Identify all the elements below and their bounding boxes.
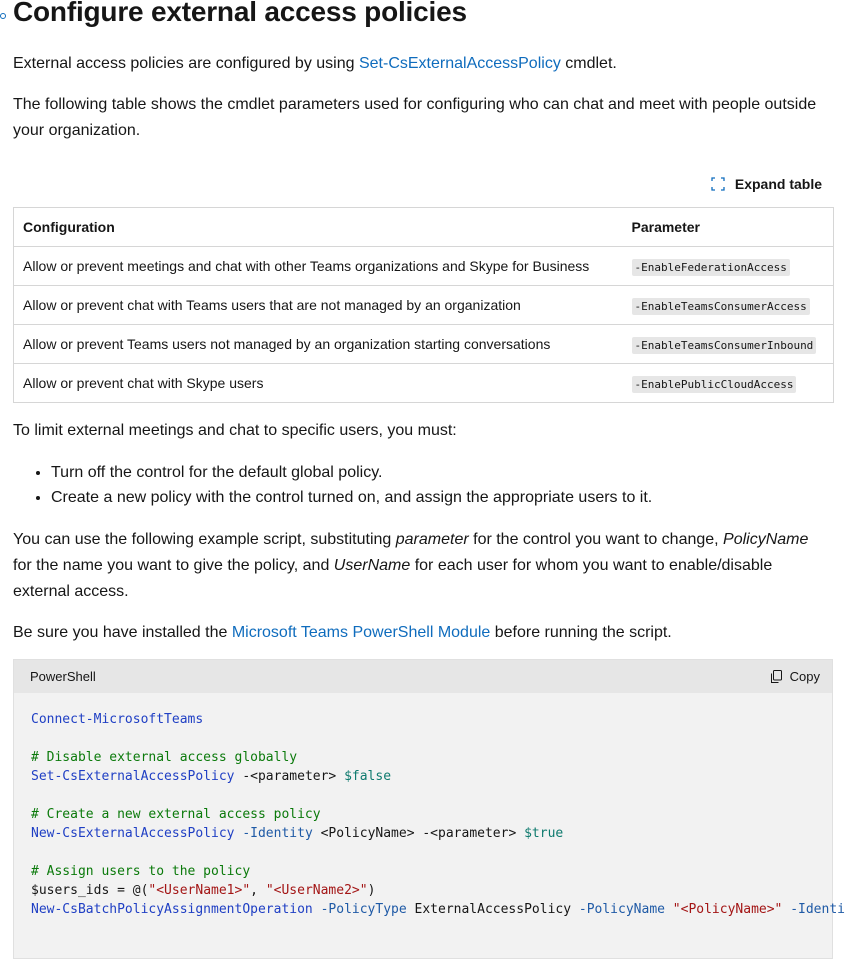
code-token: $true [524,826,564,841]
intro-text-end: cmdlet. [560,55,617,72]
config-cell: Allow or prevent chat with Teams users that are not managed by an organization [14,286,623,325]
expand-icon [711,177,725,191]
table-row [14,325,834,364]
code-token: ExternalAccessPolicy [406,902,579,917]
code-token: "<UserName2>" [265,883,368,898]
copy-label: Copy [789,669,820,684]
code-token: Connect-MicrosoftTeams [31,712,204,727]
code-line [31,862,832,881]
table-row [14,286,834,325]
config-cell: Allow or prevent Teams users not managed by an organization starting conversations [14,325,623,364]
table-header-row [14,208,834,247]
code-language-label: PowerShell [30,669,96,684]
username-term: UserName [333,557,411,574]
code-comment: # Disable external access globally [31,750,298,765]
code-block [13,659,845,959]
code-line [31,824,832,843]
teams-powershell-module-link[interactable]: Microsoft Teams PowerShell Module [231,624,491,641]
column-header-configuration: Configuration [14,208,623,247]
config-cell: Allow or prevent meetings and chat with other Teams organizations and Skype for Business [14,247,623,286]
code-token: Set-CsExternalAccessPolicy [31,769,235,784]
intro-paragraph [13,51,828,77]
code-token: "<PolicyName>" [672,902,783,917]
param-code: -EnableFederationAccess [632,259,790,276]
code-token: <PolicyName> -<parameter> [312,826,525,841]
code-token: -<parameter> [234,769,345,784]
code-content [14,693,845,919]
code-line-blank [31,729,832,748]
code-line [31,900,845,919]
code-line [31,767,832,786]
script-text: for the name you want to give the policy, and [13,557,334,574]
code-token: -PolicyType [312,902,407,917]
code-block-header [14,660,832,693]
code-comment: # Assign users to the policy [31,864,251,879]
install-text-end: before running the script. [490,624,672,641]
code-line-blank [31,786,832,805]
expand-table-button[interactable] [711,172,822,196]
code-token: $false [344,769,392,784]
code-line [31,748,832,767]
code-token: $users_ids = @( [31,883,149,898]
code-token: ) [367,883,376,898]
expand-table-label: Expand table [734,176,822,192]
install-paragraph [13,620,828,646]
code-line [31,710,832,729]
table-row [14,364,834,403]
code-token: -Identity [234,826,313,841]
table-row [14,247,834,286]
code-token: -Identi [782,902,845,917]
column-header-parameter: Parameter [623,208,834,247]
code-comment: # Create a new external access policy [31,807,321,822]
code-token: New-CsBatchPolicyAssignmentOperation [31,902,313,917]
code-token: -PolicyName [578,902,665,917]
param-cell [623,286,834,325]
code-token [665,902,673,917]
code-line [31,805,832,824]
copy-icon [770,670,783,684]
param-code: -EnableTeamsConsumerInbound [632,337,817,354]
script-text: for the control you want to change, [468,531,724,548]
list-item: • Create a new policy with the control turned on, and assign the appropriate users to it. [51,485,652,510]
install-text: Be sure you have installed the [13,624,232,641]
param-cell [623,247,834,286]
code-token: New-CsExternalAccessPolicy [31,826,235,841]
param-cell [623,364,834,403]
intro-text: External access policies are configured by using [13,55,359,72]
param-code: -EnableTeamsConsumerAccess [632,298,810,315]
set-csexternalaccesspolicy-link[interactable]: Set-CsExternalAccessPolicy [358,55,561,72]
table-intro-paragraph: The following table shows the cmdlet parameters used for configuring who can chat and meet with people outside your organization. [13,96,817,139]
config-cell: Allow or prevent chat with Skype users [14,364,623,403]
param-code: -EnablePublicCloudAccess [632,376,797,393]
copy-button[interactable] [770,669,820,684]
policyname-term: PolicyName [723,531,809,548]
code-token: "<UserName1>" [148,883,251,898]
code-token: , [250,883,266,898]
script-text: You can use the following example script, substituting [13,531,396,548]
script-paragraph [13,527,828,605]
parameter-term: parameter [395,531,469,548]
limit-paragraph: To limit external meetings and chat to specific users, you must: [13,422,457,439]
heading-anchor-icon[interactable] [0,13,6,19]
code-line [31,881,832,900]
code-line-blank [31,843,832,862]
parameters-table [13,207,834,403]
steps-list [13,460,652,510]
script-text: for each user for whom you want to enable/disable external access. [13,557,773,600]
page-title: Configure external access policies [13,0,467,27]
list-item: • Turn off the control for the default global policy. [51,460,652,485]
param-cell [623,325,834,364]
